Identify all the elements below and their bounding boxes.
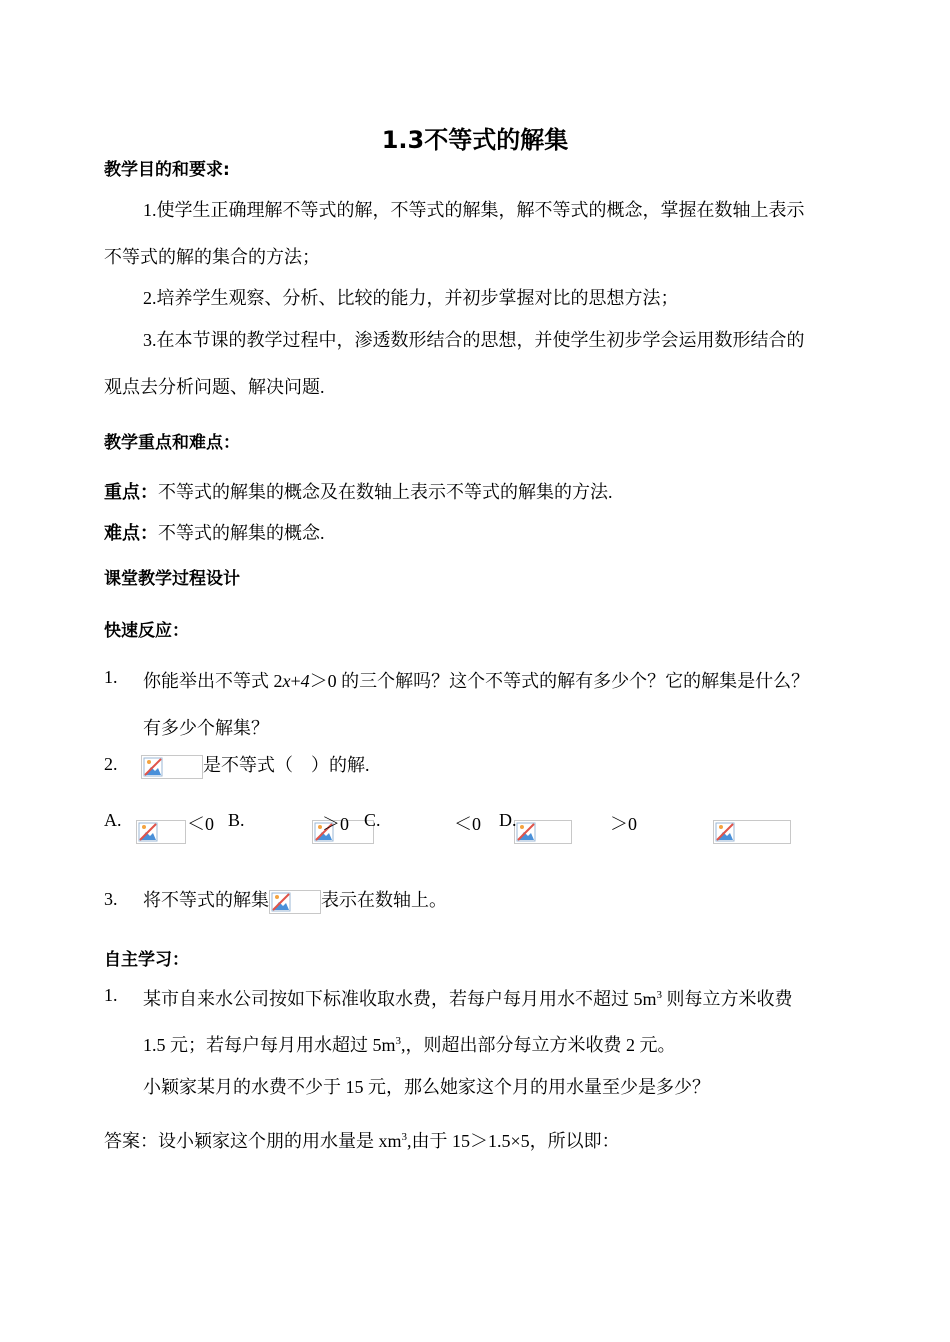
q3-text-pre: 将不等式的解集: [143, 890, 269, 910]
broken-image-icon: [143, 757, 163, 777]
q2-formula-image: [141, 755, 203, 779]
broken-image-icon: [138, 822, 158, 842]
objective-3-line2: 观点去分析问题、解决问题.: [104, 377, 325, 397]
p1-line2-sup: 3: [395, 1035, 401, 1047]
objective-3-line1: 3.在本节课的教学过程中，渗透数形结合的思想，并使学生初步学会运用数形结合的: [143, 330, 805, 350]
option-d-label: D.: [499, 810, 517, 830]
q1-plus: +: [290, 671, 301, 691]
broken-image-icon: [715, 822, 735, 842]
design-heading: 课堂教学过程设计: [104, 569, 240, 589]
objectives-heading: 教学目的和要求:: [104, 160, 230, 180]
q3-formula-image: [269, 890, 321, 914]
q1-text-post: ＞0 的三个解吗？这个不等式的解有多少个？它的解集是什么？: [309, 671, 810, 691]
key-point-text: 不等式的解集的概念及在数轴上表示不等式的解集的方法.: [158, 482, 613, 502]
self-study-heading: 自主学习：: [104, 950, 189, 970]
p1-line2-b: ,，则超出部分每立方米收费 2 元。: [401, 1035, 676, 1055]
option-d-image: [713, 820, 791, 844]
option-c-label: C.: [364, 810, 381, 830]
answer-sup: 3: [401, 1131, 407, 1143]
q3-number: 3.: [104, 889, 118, 909]
q3-text: [143, 886, 447, 914]
q2-number: 2.: [104, 754, 118, 774]
objective-1-line2: 不等式的解的集合的方法；: [104, 247, 320, 267]
p1-line1-b: 则每立方米收费: [662, 989, 793, 1009]
p1-line3: 小颖家某月的水费不少于 15 元，那么她家这个月的用水量至少是多少？: [143, 1077, 710, 1097]
key-point-label: 重点：: [104, 482, 158, 503]
keypoints-heading: 教学重点和难点：: [104, 433, 240, 453]
p1-line1-sup: 3: [656, 989, 662, 1001]
option-a-image: [136, 820, 186, 844]
option-d-relation: ＞0: [610, 814, 637, 834]
quick-heading: 快速反应：: [104, 621, 189, 641]
q1-line2: 有多少个解集？: [143, 718, 269, 738]
p1-line2-a: 1.5 元；若每户每月用水超过 5m: [143, 1035, 396, 1055]
broken-image-icon: [516, 822, 536, 842]
q3-text-post: 表示在数轴上。: [321, 890, 447, 910]
difficulty-text: 不等式的解集的概念.: [158, 523, 325, 543]
q2-text: [141, 751, 370, 779]
option-b-label: B.: [228, 810, 245, 830]
q1-text-pre: 你能举出不等式 2: [143, 671, 283, 691]
p1-line1-a: 某市自来水公司按如下标准收取水费，若每户每月用水不超过 5m: [143, 989, 657, 1009]
key-point: [104, 478, 613, 504]
p1-number: 1.: [104, 985, 118, 1005]
option-a-label: A.: [104, 810, 122, 830]
difficulty-point: [104, 519, 325, 545]
q1-var-x: x: [282, 671, 291, 691]
broken-image-icon: [271, 892, 291, 912]
p1-line2: [143, 1031, 676, 1057]
option-c-image: [514, 820, 572, 844]
page-title: 1.3不等式的解集: [381, 126, 569, 154]
option-b-relation: ＞0: [322, 814, 349, 834]
option-c-relation: ＜0: [454, 814, 481, 834]
objective-1-line1: 1.使学生正确理解不等式的解，不等式的解集，解不等式的概念，掌握在数轴上表示: [143, 200, 805, 220]
objective-2: 2.培养学生观察、分析、比较的能力，并初步掌握对比的思想方法；: [143, 288, 679, 308]
difficulty-label: 难点：: [104, 523, 158, 544]
answer-line: [104, 1127, 620, 1153]
q1-number: 1.: [104, 667, 118, 687]
p1-line1: [143, 985, 793, 1011]
q1-four: 4: [300, 671, 310, 691]
q1-text: [143, 667, 809, 693]
answer-a: 答案：设小颖家这个朋的用水量是 xm: [104, 1131, 402, 1151]
q2-text-body: 是不等式（ ）的解.: [203, 755, 370, 775]
answer-b: ,由于 15＞1.5×5，所以即：: [407, 1131, 620, 1151]
option-a-relation: ＜0: [187, 814, 214, 834]
